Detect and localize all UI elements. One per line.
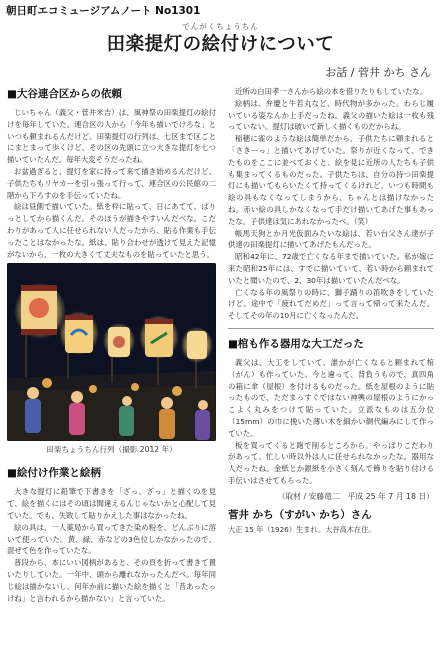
photo-caption: 田楽ちょうちん行列（撮影 2012 年）: [46, 445, 177, 455]
paragraph: お盆過ぎると、提灯を家に持って来て描き始めるんだけど、子供たちもリヤカーを引っ張って行って、連合区の公民館の二階から下ろすのを手伝っていたね。: [7, 166, 216, 200]
section-heading-carpenter: ■棺も作る器用な大工だった: [228, 337, 364, 350]
page-title: 田楽提灯の絵付けについて: [106, 34, 335, 55]
lantern-procession-photo: [7, 263, 216, 441]
paragraph: 稲穂に雀のような絵は簡単だから、子供たちに頼まれると「さきーっ」と描いてあげていた。祭りが近くなって、できたものをここに並べておくと、絵を見に近所の人たちも子供も集まってくるものだった。子供たちは、自分の持つ田楽提灯にも描いてもらいたくて持ってくるけれど、いつも時間も絵の具もなくなってしまうから、ちゃんとは描けなかったね。赤い絵の具しかなくなって手だけ描いてあげた事もあったな。子供達は気にあれなかったべ。（笑）: [228, 134, 434, 226]
paragraph: 近所の白田孝一さんから絵の本を借りたりもしていたな。: [235, 87, 428, 96]
profile-name: 菅井 かち（すがい かち）さん: [228, 508, 372, 521]
paragraph: じいちゃん（義父・菅井米吉）は、風神祭の田楽提灯の絵付けを毎年していた。連合区の人から「今年も描いでけろな」といつも頼まれるんだけど。田楽提灯の行列は、七区まで区ごとにまとまって歩くけど、その区の先頭に立つ大きな提灯を七つ描いていたんだ。毎年大変そうだったね。: [7, 108, 216, 165]
byline: お話 / 菅井 かち さん: [325, 66, 431, 79]
paragraph: 絵柄は、弁慶と牛若丸など、時代物が多かった。わらじ履いている姿なんか上手だったね。義父の描いた絵は一枚も残っていない。提灯は破いて新しく描くものだからね。: [228, 98, 434, 132]
paragraph: 昭和42年に、72歳で亡くなる年まで描いていた。私が嫁に来た昭和25年には、すでに描いていて、若い時から頼まれていたと聞いたので、2、30年は描いていたんだべな。: [228, 252, 434, 285]
paragraph: 義父は、大工をしていて、誰かが亡くなると頼まれて棺（がん）も作っていた。今と違って、背負うもので、真四角の箱に傘（屋根）を付けるものだった。紙を屋根のように貼ったもので、ただまっすぐではない神輿の屋根のようにかっこよく丸みをつけて貼っていた。立派なものは五分位（15mm）の巾に挽いた薄い木を細かい網代編みにして作っていた。: [228, 357, 434, 438]
paragraph: 大きな提灯に鉛筆で下書きを「ざっ、ざっ」と描くのを見て、絵を描くにはその頃は間違えるんじゃないかと心配して見ていた。でも、失敗して貼りかえした事はなかったね。: [7, 487, 216, 520]
paragraph: 亡くなる年の風祭りの時に、獅子踊りの笛吹きをしていたけど、途中で「疲れてだめだ」って言って帰って来たんだ。そしてその年の10月に亡くなったんだ。: [228, 287, 434, 321]
title-ruby: でんがくちょうちん: [182, 22, 259, 31]
paragraph: 普段から、本にいい図柄があると、その頁を折って書きて置いたりしていた。一年中、頭から離れなかったんだべ。毎年同じ絵は描かないし、何年か前に描いた絵を描くと「昔あったっけね」と言われるから描かない」と言っていた。: [7, 558, 216, 603]
section-heading-request: ■大谷連合区からの依頼: [7, 88, 122, 100]
lantern-procession-illustration: [7, 263, 216, 441]
paragraph: 帳馬天狗とか月光仮面みたいな絵は、若い台父さん達が子供達の田楽提灯に描いてあげたもんだった。: [228, 228, 434, 250]
right-column: [228, 86, 434, 535]
paragraph: 絵は昼側で描いていた。紙を枠に貼って、日にあてて、ぱりっとしてから描くんだ。そのほうが描きやすいんだべな。こだわりがあって人に任せられない人だったから、貼る作業も手伝ったことはなかったな。紙は、貼り合わせが透けて見えた記憶がないから、一枚の大きくて丈夫なものを貼っていたと思う。: [7, 202, 216, 259]
section-heading-painting: ■絵付け作業と絵柄: [7, 467, 101, 480]
profile-meta: 大正 15 年（1926）生まれ。大谷高木在住。: [228, 524, 376, 534]
paragraph: 絵の具は、一人薬局から買ってきた染め粉を、どんぶりに溶いて使っていた。黄、緑、赤などの3色位しかなかったので、混ぜて色を作っていたな。: [7, 522, 216, 556]
divider: [228, 328, 434, 329]
interview-credit: （取材 / 安藤竜二 平成 25 年 7 月 18 日）: [277, 491, 434, 501]
paragraph: 板を買ってくると鉋で削るところから。やっぱりこだわりがあって、忙しい時以外は人に任せられなかったな。器用な人だったね。金紙とか銀紙を小さく刻んで飾りを貼り付ける手伝いはさせてもらった。: [228, 440, 434, 485]
masthead: 朝日町エコミュージアムノート No1301: [6, 5, 201, 17]
left-column: [7, 86, 216, 604]
